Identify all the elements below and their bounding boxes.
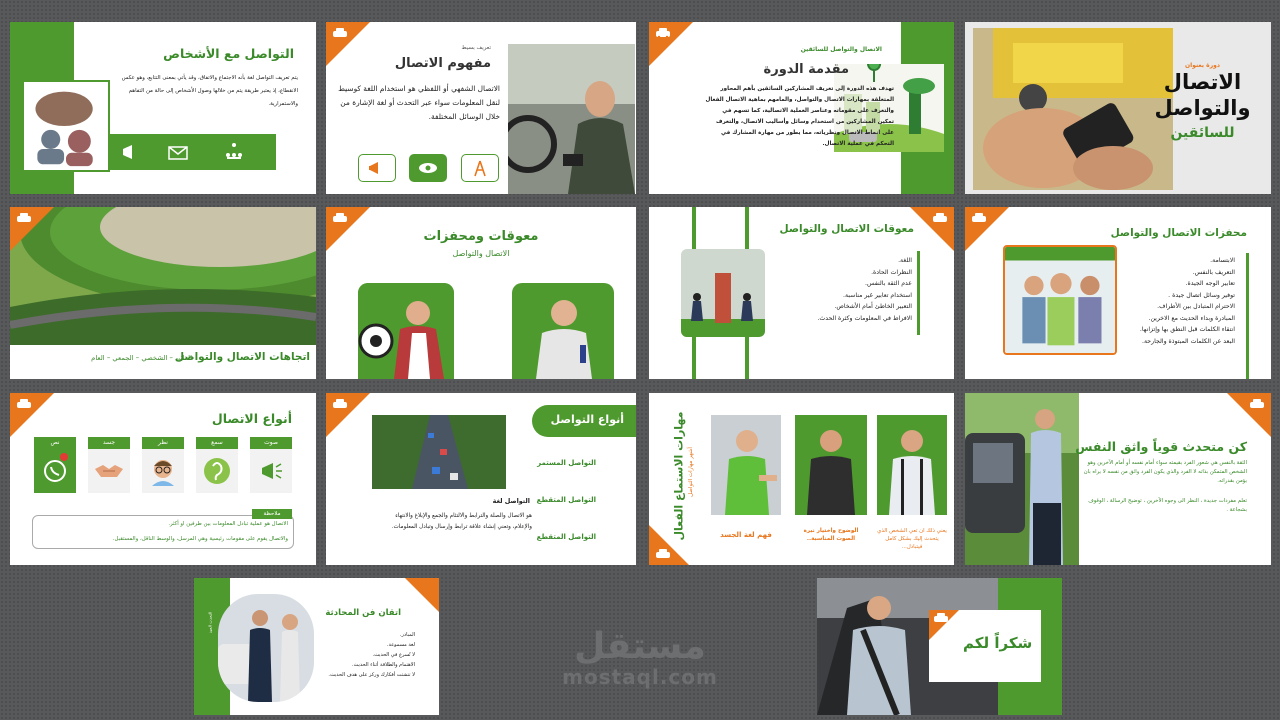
slide-thanks[interactable] (817, 578, 1062, 715)
card-label-bar (196, 437, 238, 449)
highway-photo (372, 415, 506, 489)
megaphone-icon[interactable] (358, 154, 396, 182)
contact-title: أنواع الاتصال (211, 411, 292, 426)
card-label-bar (142, 437, 184, 449)
people-body: يتم تعريف التواصل لغة بأنه الاجتماع والاتفاق، وقد يأتي بمعنى التتابع، وهو عكس الانقطاع، إذ يعتبر طريقة يتم من خلالها وصول الأشخاص إلى حالة من التفاهم والاستمرارية. (121, 75, 298, 107)
taxi-icon (16, 213, 32, 223)
card-voice[interactable] (250, 437, 292, 493)
list-item: الاهتمام والطلاقة أثناء الحديث. (352, 662, 415, 668)
note-line-2: والاتصال يقوم على مقومات رئيسية وهي المرسل، والوسط الناقل، والمستقبل. (112, 536, 288, 542)
bm-title: معوقات ومحفزات (423, 229, 539, 244)
note-head-tag (252, 509, 292, 519)
note-head: ملاحظة (263, 511, 281, 517)
intro-kicker: الاتصال والتواصل للسائقين (800, 46, 882, 53)
businessman-car-photo (965, 393, 1079, 565)
boy-glasses-icon (142, 449, 184, 493)
eye-icon[interactable] (409, 154, 447, 182)
taxi-icon (332, 28, 348, 38)
handshake-photo (218, 594, 314, 702)
list-item: انتقاء الكلمات قبل النطق بها وإتزانها. (1139, 326, 1235, 333)
people-title: التواصل مع الأشخاص (163, 46, 294, 61)
whatsapp-icon (34, 449, 76, 493)
stadium-aerial-photo (10, 207, 316, 345)
green-right-line (917, 251, 920, 335)
speech-collage (22, 80, 110, 172)
confident-title: كن متحدث قوياً واثق النفس (1075, 439, 1247, 454)
card-sight[interactable] (142, 437, 184, 493)
slide-comm-types[interactable] (326, 393, 636, 565)
taxi-icon (332, 213, 348, 223)
title-sub: للسائقين (1170, 125, 1235, 141)
card-label: صوت (264, 439, 278, 446)
directions-sub: الذاتي – الشخصي – الجمعي – العام (91, 354, 192, 362)
listening-photo-1 (711, 415, 781, 515)
listening-caption-3: يعني ذلك ان تعي الشخص الذي يتحدث إليك بشكل كامل فيتبادل... (877, 528, 947, 550)
list-item: النظرات الحادة. (871, 268, 912, 276)
motivators-title: محفزات الاتصال والتواصل (1110, 227, 1247, 239)
list-item: استخدام تعابير غير مناسبة. (843, 291, 912, 299)
list-item: لا تتشتت أفكارك وركز على هدف الحديث. (328, 672, 415, 678)
megaphone-icon (120, 143, 140, 161)
slide-title[interactable] (965, 22, 1271, 194)
conversation-title: اتقان فن المحادثة (325, 608, 401, 618)
taxi-icon (16, 399, 32, 409)
watermark-latin: mostaql.com (562, 665, 718, 689)
types-item-1: التواصل المستمر (537, 459, 596, 467)
list-item: البعد عن الكلمات المبتوذة والجارحة. (1141, 337, 1235, 345)
card-label-bar (250, 437, 292, 449)
list-item: لغة مسموعة. (386, 642, 415, 648)
slide-barriers-motivators[interactable] (326, 207, 636, 379)
title-line2: والتواصل (1154, 96, 1251, 120)
bm-sub: الاتصال والتواصل (452, 249, 510, 258)
megaphone-icon (250, 449, 292, 493)
list-item: توفير وسائل اتصال جيدة . (1168, 291, 1235, 299)
network-icon (224, 141, 244, 161)
watermark (540, 628, 740, 688)
conversation-list (315, 630, 415, 680)
title-line1: الاتصال (1163, 70, 1242, 94)
slide-people[interactable] (10, 22, 316, 194)
list-item: التعريف بالنفس. (1192, 268, 1235, 276)
slide-directions[interactable] (10, 207, 316, 379)
slide-course-intro[interactable] (649, 22, 954, 194)
list-item: التعبير الخاطئ أمام الأشخاص. (834, 303, 912, 310)
shy-man-photo (512, 283, 614, 379)
confident-p1: الثقة بالنفس هي شعور الفرد بقيمته سواء أمام نفسه أو أمام الآخرين وهو الشخص المتمكن بذاته لا الفرد والذي يكون الفرد واثق من نفسه لا يراه بان يؤمن بقدراته. (1083, 460, 1247, 484)
list-item: اللغة. (898, 257, 912, 264)
concept-body: الاتصال الشفهي أو اللفظي هو استخدام اللغة كوسيط لنقل المعلومات سواء عبر التحدث أو لغة الإشارة من خلال الوسائل المختلفة. (338, 84, 500, 121)
types-head: التواصل لغة (492, 497, 530, 505)
taxi-icon (655, 549, 671, 559)
card-body[interactable] (88, 437, 130, 493)
motivators-list (1105, 255, 1235, 347)
driver-photo (508, 44, 635, 194)
types-item-2: التواصل المتقطع (536, 496, 596, 504)
barriers-title: معوقات الاتصال والتواصل (779, 223, 914, 235)
barriers-list (772, 255, 912, 324)
slide-concept[interactable] (326, 22, 636, 194)
listening-caption-1: فهم لغة الجسد (720, 531, 772, 539)
taxi-icon (971, 213, 987, 223)
card-label-bar (88, 437, 130, 449)
card-label: سمع (211, 439, 223, 446)
thanks-title: شكراً لكم (963, 634, 1033, 652)
slide-conversation[interactable] (194, 578, 439, 715)
list-item: الافراط في المعلومات وكثرة الحدث. (817, 314, 912, 322)
confident-p2: تعلم مفردات جديدة ، النظر الى وجوه الآخرين ، توضيح الرسالة ، الوقوف بشجاعة . (1088, 498, 1247, 513)
list-item: عدم الثقة بالنفس. (865, 280, 912, 287)
card-label: جسد (102, 439, 116, 446)
listening-photo-3 (877, 415, 947, 515)
list-item: الابتسامة. (1210, 257, 1235, 264)
list-item: تعابير الوجه الجيدة. (1185, 280, 1235, 287)
group-illustration (1003, 245, 1117, 355)
mail-icon (168, 145, 188, 159)
taxi-icon (1249, 399, 1265, 409)
slide-barriers[interactable] (649, 207, 954, 379)
list-item: الاحترام المتبادل بين الأطراف. (1157, 303, 1235, 310)
types-body: هو الاتصال والصلة والترابط والالتئام والجمع والإبلاغ والانتهاء والإعلام، وتعني إنشاء علاقة ترابط وإرسال وتبادل المعلومات. (391, 513, 532, 530)
concept-kicker: تعريف بسيط (461, 45, 491, 51)
taxi-icon (332, 399, 348, 409)
listening-caption-2: الوضوح واختيار نبرة الصوت المناسبة.. (803, 528, 859, 542)
card-hearing[interactable] (196, 437, 238, 493)
note-line-1: الاتصال هو عملية تبادل المعلومات بين طرفين او أكثر. (168, 521, 288, 527)
ear-icon (196, 449, 238, 493)
slide-motivators[interactable] (965, 207, 1271, 379)
list-item: لا تُسرع في الحديث. (372, 652, 415, 658)
intro-title: مقدمة الدورة (763, 62, 849, 77)
slide-confident[interactable] (965, 393, 1271, 565)
shouting-man-photo (358, 283, 454, 379)
taxi-icon (932, 213, 948, 223)
antenna-icon[interactable] (461, 154, 499, 182)
wall-illustration (681, 249, 765, 337)
slide-contact-types[interactable] (10, 393, 316, 565)
title-kicker: دورة بعنوان (1185, 62, 1220, 69)
taxi-icon (655, 28, 671, 38)
listening-title: مهارات الاستماع الفعال (672, 411, 686, 541)
directions-title: اتجاهات الاتصال والتواصل (175, 351, 310, 363)
slide-listening[interactable] (649, 393, 954, 565)
taxi-icon (933, 613, 949, 623)
card-label-bar (34, 437, 76, 449)
card-text[interactable] (34, 437, 76, 493)
types-title: أنواع التواصل (550, 413, 624, 426)
green-right-line (1246, 253, 1249, 379)
handshake-icon (88, 449, 130, 493)
card-label: نص (50, 439, 60, 446)
watermark-arabic: مستقل (574, 626, 706, 667)
types-item-3: التواصل المتقطع (536, 533, 596, 541)
concept-title: مفهوم الاتصال (394, 56, 491, 71)
intro-body: تهدف هذه الدورة إلى تعريف المشاركين السائقين بأهم المحاور المتعلقة بمهارات الاتصال والتواصل، والمامهم بماهية الاتصال الفعال والتعرف على مقوماته وعناصر العملية الاتصالية، كما تسهم في تمكين المشاركين من استخدام وسائل وأساليب الاتصال، والتعرف على انماط الاتصال ونظرياته، مما يطور من مهارة المشارك في التحكم في عملية الاتصال. (705, 86, 894, 147)
list-item: المبادرة وبداء الحديث مع الاخرين. (1148, 314, 1235, 322)
corner-triangle (405, 578, 439, 612)
card-label: نظر (158, 439, 168, 446)
listening-kicker: أشهر مهارات التواصل (688, 447, 694, 497)
conversation-side: التحدث الجيد (207, 611, 213, 634)
listening-photo-2 (795, 415, 867, 515)
list-item: المبادر. (399, 632, 415, 638)
